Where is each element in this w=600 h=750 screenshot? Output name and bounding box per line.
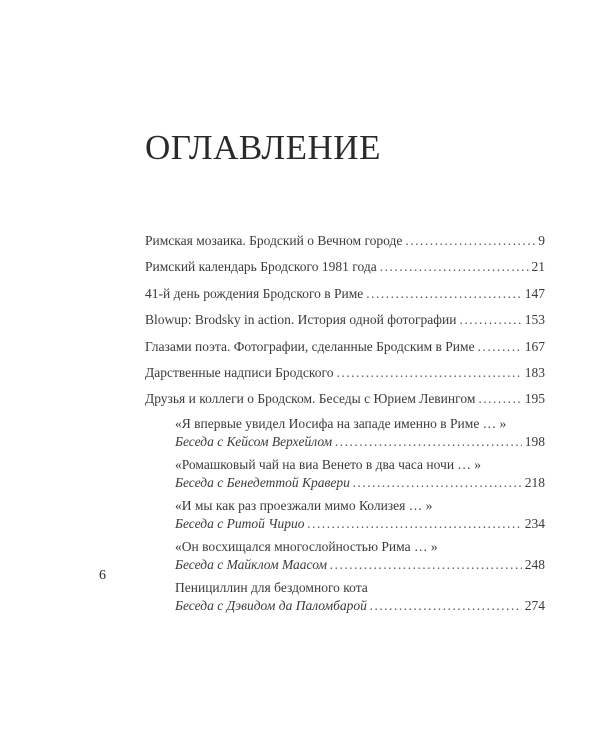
subentry-title: Беседа с Бенедеттой Кравери <box>175 474 350 490</box>
dot-leader <box>330 556 522 574</box>
subentry-page: 248 <box>524 556 545 572</box>
toc-entry-title: Римский календарь Бродского 1981 года <box>145 259 377 275</box>
dot-leader <box>459 309 521 331</box>
dot-leader <box>308 515 522 533</box>
toc-entry-title: Blowup: Brodsky in action. История одной фотографии <box>145 312 457 328</box>
toc-subentry[interactable] <box>175 497 545 538</box>
subentry-quote: «Ромашковый чай на виа Венето в два часа ночи … » <box>175 456 482 472</box>
dot-leader <box>353 474 522 492</box>
toc-entry-title: Римская мозаика. Бродский о Вечном городе <box>145 233 403 248</box>
subentry-quote: «И мы как раз проезжали мимо Колизея … » <box>175 497 433 513</box>
dot-leader <box>380 256 529 278</box>
subentry-title: Беседа с Кейсом Верхейлом <box>175 433 333 449</box>
toc-entry-page: 195 <box>524 391 545 407</box>
toc-entry-page: 9 <box>538 233 545 248</box>
toc-entry-title: Глазами поэта. Фотографии, сделанные Бродским в Риме <box>145 338 475 354</box>
dot-leader <box>478 336 522 358</box>
subentry-page: 274 <box>524 597 545 613</box>
toc-entry[interactable] <box>145 336 545 362</box>
toc-entry[interactable] <box>145 362 545 388</box>
table-of-contents <box>145 230 545 620</box>
toc-entry-title: 41-й день рождения Бродского в Риме <box>145 285 364 301</box>
toc-entry-page: 153 <box>524 312 545 328</box>
toc-entry[interactable] <box>145 230 545 256</box>
toc-entry-title: Дарственные надписи Бродского <box>145 364 334 380</box>
subentry-page: 198 <box>524 433 545 449</box>
subentry-quote: Пенициллин для бездомного кота <box>175 579 368 595</box>
dot-leader <box>336 362 521 384</box>
page-number: 6 <box>99 568 106 583</box>
subentry-title: Беседа с Ритой Чирио <box>175 515 305 531</box>
dot-leader <box>405 230 535 252</box>
subentry-title: Беседа с Дэвидом да Паломбарой <box>175 597 367 613</box>
toc-entry-page: 183 <box>524 364 545 380</box>
toc-entry-title: Друзья и коллеги о Бродском. Беседы с Юрием Левингом <box>145 391 476 407</box>
toc-entry[interactable] <box>145 283 545 309</box>
toc-entry-page: 167 <box>524 338 545 354</box>
dot-leader <box>478 388 521 410</box>
subentry-page: 234 <box>524 515 545 531</box>
toc-subentry[interactable] <box>175 579 545 620</box>
toc-subentry[interactable] <box>175 456 545 497</box>
page-title: ОГЛАВЛЕНИЕ <box>145 128 381 167</box>
subentry-quote: «Я впервые увидел Иосифа на западе именно в Риме … » <box>175 415 507 431</box>
dot-leader <box>366 283 521 305</box>
toc-subentry[interactable] <box>175 415 545 456</box>
toc-entry[interactable] <box>145 388 545 414</box>
toc-entry-page: 147 <box>524 285 545 301</box>
toc-entry[interactable] <box>145 309 545 335</box>
toc-subentry[interactable] <box>175 538 545 579</box>
dot-leader <box>370 597 522 615</box>
subentry-title: Беседа с Майклом Маасом <box>175 556 328 572</box>
toc-entry-page: 21 <box>531 259 545 275</box>
subentry-page: 218 <box>524 474 545 490</box>
subentry-quote: «Он восхищался многослойностью Рима … » <box>175 538 438 554</box>
toc-entry[interactable] <box>145 256 545 282</box>
dot-leader <box>335 433 522 451</box>
